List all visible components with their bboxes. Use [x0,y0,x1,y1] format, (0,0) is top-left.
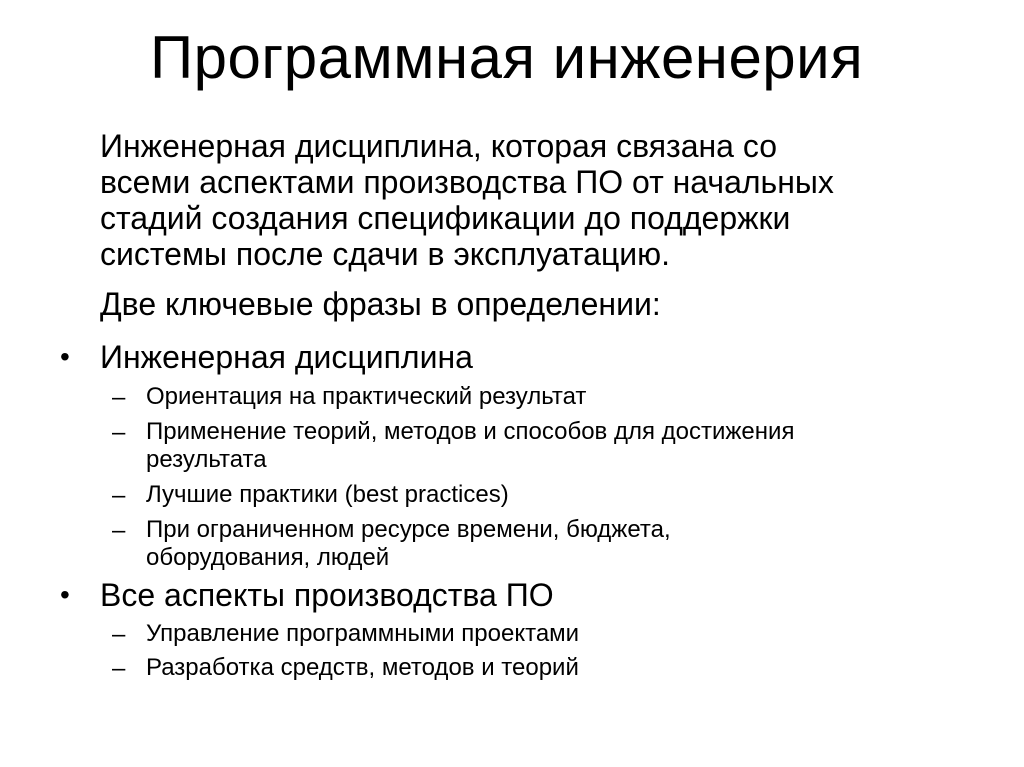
sub-item-text [146,383,946,411]
sub-item-line: Лучшие практики (best practices) [146,481,509,508]
sub-item-text [146,654,946,682]
definition-line: всеми аспектами производства ПО от начальных [100,164,834,200]
sub-item-line: оборудования, людей [146,544,390,571]
definition-line: стадий создания спецификации до поддержки [100,200,791,236]
sub-item-line: Ориентация на практический результат [146,383,587,410]
sub-item-text [146,620,946,648]
sub-item-text [146,418,946,474]
definition-paragraph [100,128,980,272]
definition-line: Инженерная дисциплина, которая связана со [100,128,778,164]
definition-line: системы после сдачи в эксплуатацию. [100,236,671,272]
sub-item-text [146,516,946,572]
bullet-marker: • [60,579,70,610]
sub-item-line: Управление программными проектами [146,620,580,647]
bullet-item [0,577,1024,613]
bullet-heading: Все аспекты производства ПО [100,577,554,613]
bullet-item [0,339,1024,375]
dash-marker: – [112,517,126,544]
sub-item-line: результата [146,446,267,473]
key-phrases-subhead: Две ключевые фразы в определении: [100,286,661,322]
slide-title: Программная инженерия [150,24,864,91]
dash-marker: – [112,419,126,446]
sub-item-line: Разработка средств, методов и теорий [146,654,579,681]
dash-marker: – [112,384,126,411]
sub-item-line: При ограниченном ресурсе времени, бюджета, [146,516,671,543]
dash-marker: – [112,655,126,682]
dash-marker: – [112,621,126,648]
sub-item-line: Применение теорий, методов и способов для достижения [146,418,795,445]
bullet-heading: Инженерная дисциплина [100,339,473,375]
bullet-marker: • [60,341,70,372]
dash-marker: – [112,482,126,509]
sub-item-text [146,481,946,509]
